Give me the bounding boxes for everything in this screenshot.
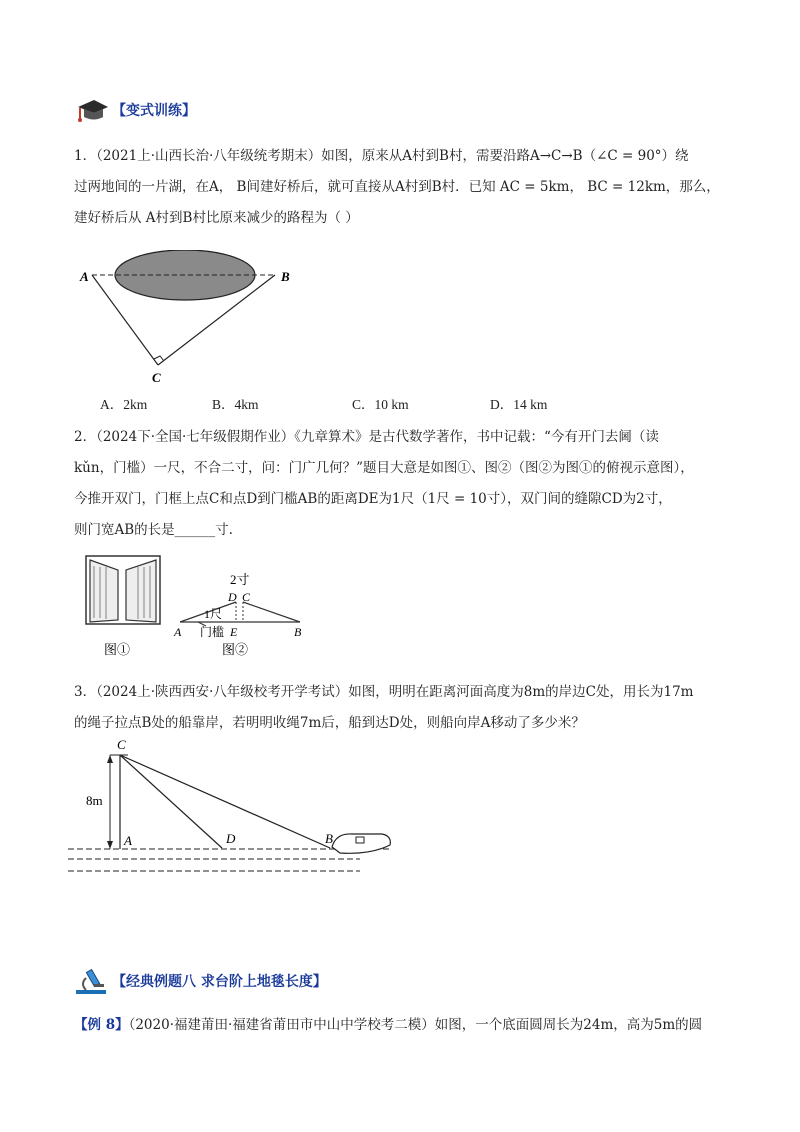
question-2-figure bbox=[80, 552, 320, 667]
section-heading-example-8 bbox=[74, 966, 327, 996]
rope-cb bbox=[120, 755, 330, 848]
question-2-line: 今推开双门，门框上点C和点D到门槛AB的距离DE为1尺（1尺 = 10寸），双门间的缝隙CD为2寸， bbox=[74, 491, 672, 507]
example-8 bbox=[74, 1010, 734, 1041]
question-3-figure bbox=[60, 733, 400, 878]
label-d: D bbox=[228, 590, 237, 604]
boat-icon bbox=[332, 834, 390, 853]
question-2-line: 则门宽AB的长是______寸. bbox=[74, 522, 233, 538]
fig2-caption: 图② bbox=[222, 642, 249, 657]
label-a: A bbox=[124, 833, 132, 848]
rope-cd bbox=[120, 755, 222, 848]
section-heading-variant-training bbox=[74, 95, 196, 125]
label-e: E bbox=[230, 625, 238, 639]
question-1-line: 过两地间的一片湖，在A， B间建好桥后，就可直接从A村到B村．已知 AC = 5km， BC = 12km，那么， bbox=[74, 179, 720, 195]
label-d: D bbox=[226, 831, 236, 846]
label-c: C bbox=[242, 590, 251, 604]
label-a: A bbox=[174, 625, 182, 639]
label-c: C bbox=[117, 737, 126, 752]
label-b: B bbox=[281, 269, 290, 284]
option-d[interactable]: D．14 km bbox=[490, 397, 548, 412]
question-3-line: 的绳子拉点B处的船靠岸，若明明收绳7m后，船到达D处，则船向岸A移动了多少米？ bbox=[74, 715, 585, 731]
question-2 bbox=[74, 422, 734, 546]
fig1-caption: 图① bbox=[104, 642, 131, 657]
option-b[interactable]: B．4km bbox=[212, 397, 259, 412]
threshold-label: 门槛 bbox=[200, 625, 225, 639]
graduation-cap-icon bbox=[74, 95, 110, 125]
height-label: 8m bbox=[86, 793, 103, 808]
label-c: C bbox=[152, 370, 161, 385]
label-a: A bbox=[80, 269, 89, 284]
label-b: B bbox=[325, 831, 333, 846]
question-2-line: 2．（2024下·全国·七年级假期作业）《九章算术》是古代数学著作，书中记载：“今有开门去阃（读 bbox=[74, 429, 659, 445]
section-title: 【经典例题八 求台阶上地毯长度】 bbox=[112, 974, 327, 990]
microscope-icon bbox=[74, 966, 110, 996]
option-c[interactable]: C．10 km bbox=[352, 397, 409, 412]
section-title: 【变式训练】 bbox=[112, 103, 196, 119]
question-1-figure bbox=[70, 250, 310, 385]
arrow-down bbox=[107, 841, 113, 849]
gap-label: 2寸 bbox=[230, 572, 250, 587]
example-text: （2020·福建莆田·福建省莆田市中山中学校考二模）如图，一个底面圆周长为24m，高为5m的圆 bbox=[128, 1017, 703, 1033]
top-view-figure bbox=[180, 602, 300, 626]
ruler-label: 1尺 bbox=[204, 607, 223, 621]
example-tag: 【例 8】 bbox=[74, 1017, 129, 1033]
question-1-options bbox=[100, 393, 600, 413]
question-3-line: 3．（2024上·陕西西安·八年级校考开学考试）如图，明明在距离河面高度为8m的岸边C处，用长为17m bbox=[74, 684, 694, 700]
right-angle-mark bbox=[154, 356, 164, 361]
label-b: B bbox=[294, 625, 302, 639]
question-1-line: 1．（2021上·山西长治·八年级统考期末）如图，原来从A村到B村，需要沿路A→C→B（∠C = 90°）绕 bbox=[74, 148, 689, 164]
option-a[interactable]: A．2km bbox=[100, 397, 148, 412]
door-figure bbox=[86, 556, 160, 624]
question-1-line: 建好桥后从 A村到B村比原来减少的路程为（ ） bbox=[74, 210, 359, 226]
question-2-line: kǔn，门槛）一尺，不合二寸，问：门广几何？”题目大意是如图①、图②（图②为图①的俯视示意图）， bbox=[74, 460, 694, 476]
question-3 bbox=[74, 677, 734, 739]
arrow-up bbox=[107, 755, 113, 763]
question-1 bbox=[74, 141, 734, 234]
